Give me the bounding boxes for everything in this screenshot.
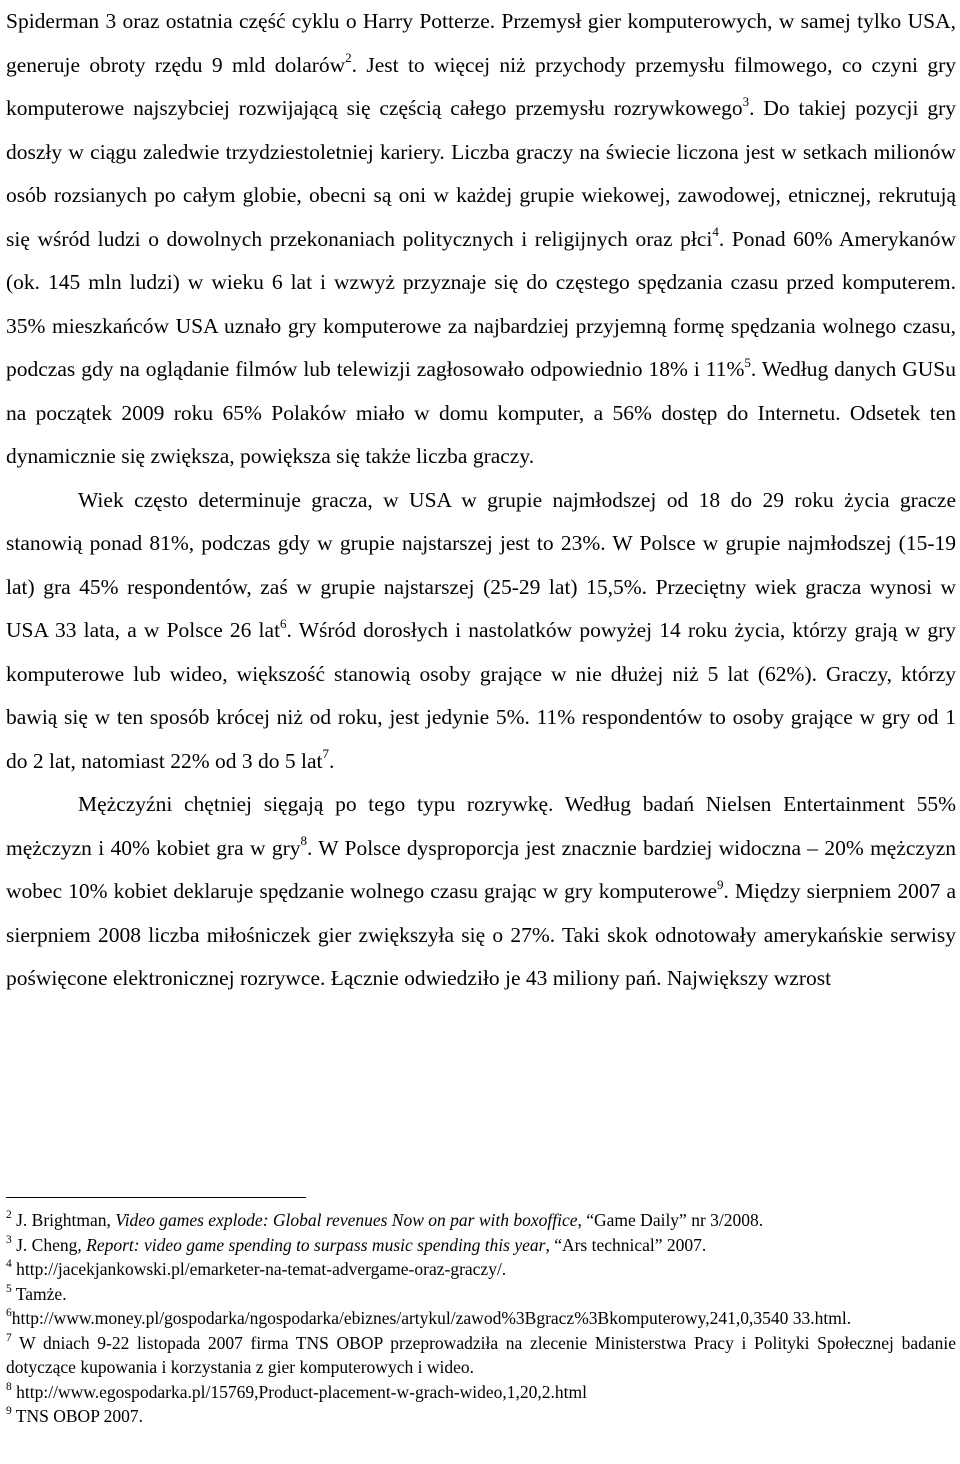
footnote-number: 3	[6, 1233, 12, 1246]
footnote-reference: 3	[742, 93, 750, 109]
footnote-separator	[6, 1197, 306, 1198]
footnote-reference: 8	[300, 833, 307, 849]
text-run: . Do takiej pozycji gry doszły w ciągu zaledwie trzydziestoletniej kariery. Liczba graczy na świecie liczona jest w setkach milionów osób rozsianych po całym globie, obecni są oni w każdej grupie wiekowej, zawodowej, etnicznej, rekrutują się wśród ludzi o dowolnych przekonaniach politycznych i religijnych oraz płci	[6, 96, 956, 251]
footnotes	[6, 1208, 956, 1429]
source-title: Report: video game spending to surpass music spending this year	[86, 1234, 546, 1255]
footnote-number: 5	[6, 1282, 12, 1295]
footnote-number: 6	[6, 1307, 12, 1320]
footnote-3	[6, 1233, 956, 1258]
footnote-number: 4	[6, 1258, 12, 1271]
footnote-7	[6, 1331, 956, 1380]
footnote-5	[6, 1282, 956, 1307]
text-run: TNS OBOP 2007.	[11, 1406, 144, 1426]
text-run: Spiderman 3 oraz ostatnia część cyklu o Harry Potterze. Przemysł gier komputerowych, w samej tylko USA, generuje obroty rzędu 9 mld dolarów	[6, 9, 956, 77]
text-run: . Jest to więcej niż przychody przemysłu filmowego, co czyni gry komputerowe najszybciej rozwijającą się częścią całego przemysłu rozrywkowego	[6, 52, 956, 120]
paragraph-1	[6, 0, 956, 479]
footnote-reference: 6	[280, 615, 287, 631]
text-run: http://jacekjankowski.pl/emarketer-na-temat-advergame-oraz-graczy/.	[11, 1259, 507, 1279]
text-run: . Wśród dorosłych i nastolatków powyżej 14 roku życia, którzy grają w gry komputerowe lub wideo, większość stanowią osoby grające w nie dłużej niż 5 lat (62%). Graczy, którzy bawią się w ten sposób krócej niż od roku, jest jedynie 5%. 11% respondentów to osoby grające w gry od 1 do 2 lat, natomiast 22% od 3 do 5 lat	[6, 618, 956, 773]
text-run: , “Game Daily” nr 3/2008.	[577, 1210, 764, 1230]
footnote-number: 8	[6, 1380, 12, 1393]
paragraph-3	[6, 783, 956, 1001]
footnote-8	[6, 1380, 956, 1405]
text-run: Tamże.	[11, 1283, 67, 1304]
text-run: . Ponad 60% Amerykanów (ok. 145 mln ludzi) w wieku 6 lat i wzwyż przyznaje się do częstego spędzania czasu przed komputerem. 35% mieszkańców USA uznało gry komputerowe za najbardziej przyjemną formę spędzania wolnego czasu, podczas gdy na oglądanie filmów lub telewizji zagłosowało odpowiednio 18% i 11%	[6, 226, 956, 381]
text-run: http://www.money.pl/gospodarka/ngospodarka/ebiznes/artykul/zawod%3Bgracz%3Bkomputerowy,241,0,3540 33.html.	[11, 1308, 852, 1328]
text-run: . Między sierpniem 2007 a sierpniem 2008 liczba miłośniczek gier zwiększyła się o 27%. Taki skok odnotowały amerykańskie serwisy poświęcone elektronicznej rozrywce. Łącznie odwiedziło je 43 miliony pań. Największy wzrost	[6, 879, 956, 990]
footnote-reference: 7	[322, 746, 329, 762]
document-page	[6, 0, 956, 1001]
source-title: Video games explode: Global revenues Now on par with boxoffice	[115, 1210, 578, 1230]
text-run: . Według danych GUSu na początek 2009 roku 65% Polaków miało w domu komputer, a 56% dostęp do Internetu. Odsetek ten dynamicznie się zwiększa, powiększa się także liczba graczy.	[6, 357, 956, 468]
paragraph-2	[6, 479, 956, 784]
body-text	[6, 0, 956, 1001]
text-run: W dniach 9-22 listopada 2007 firma TNS OBOP przeprowadziła na zlecenie Ministerstwa Pracy i Polityki Społecznej badanie dotyczące kupowania i korzystania z gier komputerowych i wideo.	[6, 1332, 956, 1377]
footnote-reference: 9	[717, 876, 724, 892]
footnote-6	[6, 1306, 956, 1331]
footnote-reference: 2	[345, 50, 352, 66]
footnote-reference: 5	[744, 354, 751, 370]
footnote-number: 2	[6, 1209, 12, 1222]
text-run: http://www.egospodarka.pl/15769,Product-placement-w-grach-wideo,1,20,2.html	[11, 1381, 588, 1402]
text-run: .	[329, 748, 335, 773]
footnote-number: 7	[6, 1331, 12, 1344]
footnote-2	[6, 1208, 956, 1233]
text-run: Mężczyźni chętniej sięgają po tego typu rozrywkę. Według badań Nielsen Entertainment 55% mężczyzn i 40% kobiet gra w gry	[6, 792, 956, 860]
footnote-number: 9	[6, 1405, 12, 1418]
text-run: , “Ars technical” 2007.	[545, 1234, 707, 1255]
text-run: Wiek często determinuje gracza, w USA w grupie najmłodszej od 18 do 29 roku życia gracze stanowią ponad 81%, podczas gdy w grupie najstarszej jest to 23%. W Polsce w grupie najmłodszej (15-19 lat) gra 45% respondentów, zaś w grupie najstarszej (25-29 lat) 15,5%. Przeciętny wiek gracza wynosi w USA 33 lata, a w Polsce 26 lat	[6, 487, 956, 642]
text-run: . W Polsce dysproporcja jest znacznie bardziej widoczna – 20% mężczyzn wobec 10% kobiet deklaruje spędzanie wolnego czasu grając w gry komputerowe	[6, 835, 957, 903]
text-run: J. Brightman,	[11, 1210, 116, 1230]
footnote-reference: 4	[712, 224, 719, 240]
text-run: J. Cheng,	[11, 1234, 87, 1255]
footnote-4	[6, 1257, 956, 1282]
footnote-9	[6, 1404, 956, 1429]
